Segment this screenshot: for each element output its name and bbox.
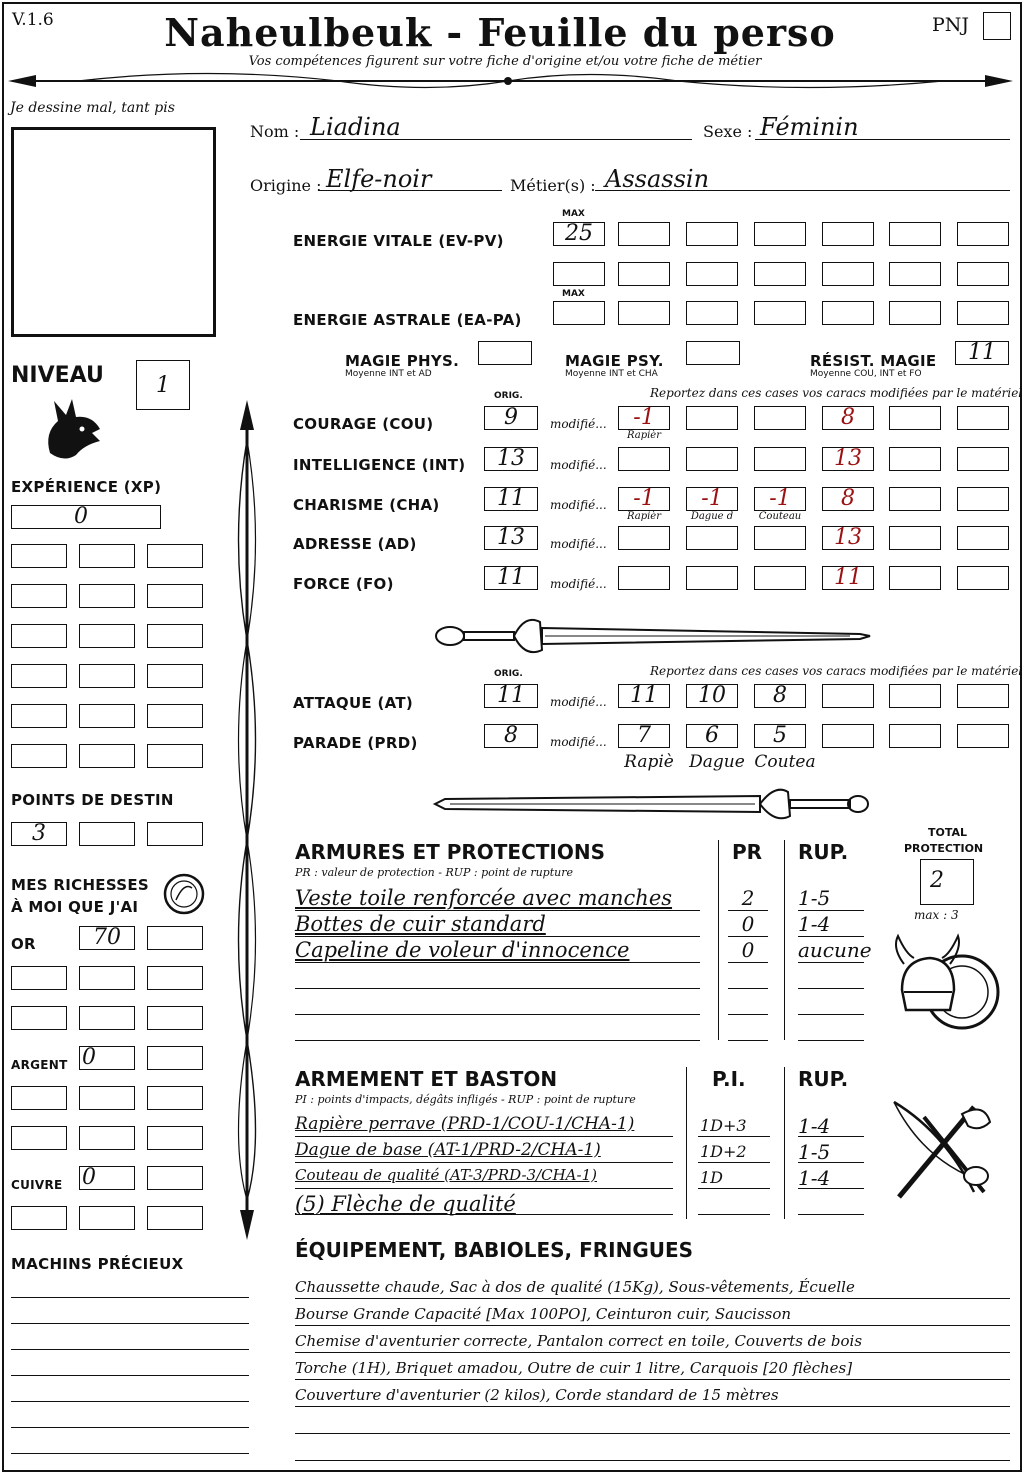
armor-line (728, 936, 768, 937)
destin-value: 3 (32, 821, 46, 846)
magie-phys-note: Moyenne INT et AD (345, 369, 432, 379)
resist-magie-note: Moyenne COU, INT et FO (810, 369, 922, 379)
equipment-item[interactable]: Bourse Grande Capacité [Max 100PO], Ceinturon cuir, Saucisson (295, 1305, 792, 1323)
ea-max-label: MAX (562, 289, 585, 299)
cuivre-label: CUIVRE (11, 1178, 63, 1192)
sword-divider-icon (430, 612, 875, 660)
coin-icon (162, 872, 206, 916)
armor-line (798, 910, 864, 911)
weapon-column-name: Rapiè (624, 752, 674, 772)
combat-label: ATTAQUE (AT) (293, 694, 414, 712)
machins-line (11, 1297, 249, 1298)
ea-box[interactable] (754, 301, 806, 325)
xp-box[interactable] (147, 584, 203, 608)
ev-box[interactable] (618, 262, 670, 286)
weapon-rup[interactable]: 1-4 (798, 1114, 831, 1138)
richesses-label-1: MES RICHESSES (11, 876, 150, 894)
equipment-line (295, 1406, 1010, 1407)
magie-psy-box[interactable] (686, 341, 740, 365)
stat-mod-note: Couteau (758, 511, 802, 522)
or-box[interactable] (147, 966, 203, 990)
stat-orig-value: 11 (497, 565, 525, 590)
stat-mod-value: 8 (841, 486, 855, 511)
armor-line (728, 962, 768, 963)
combat-mod-box[interactable] (889, 724, 941, 748)
total-protection-value: 2 (930, 868, 944, 893)
argent-box[interactable] (147, 1086, 203, 1110)
stat-label: COURAGE (COU) (293, 415, 434, 433)
combat-mod-box[interactable] (822, 684, 874, 708)
weapons-pi-label: P.I. (712, 1067, 746, 1091)
ea-box[interactable] (686, 301, 738, 325)
equipment-line (295, 1352, 1010, 1353)
armor-pr[interactable]: 2 (741, 886, 755, 910)
or-label: OR (11, 935, 36, 953)
weapon-line (698, 1188, 770, 1189)
ev-box[interactable] (686, 222, 738, 246)
weapon-pi[interactable]: 1D (700, 1168, 724, 1187)
weapon-rup[interactable]: 1-5 (798, 1140, 831, 1164)
equipment-title: ÉQUIPEMENT, BABIOLES, FRINGUES (295, 1238, 694, 1262)
argent-value: 0 (82, 1045, 96, 1070)
equipment-line (295, 1433, 1010, 1434)
armor-line (728, 1014, 768, 1015)
armor-line (798, 988, 864, 989)
argent-box[interactable] (79, 1086, 135, 1110)
stat-mod-box[interactable] (686, 447, 738, 471)
xp-box[interactable] (147, 744, 203, 768)
weapon-column-name: Dague (689, 752, 745, 772)
richesses-label-2: À MOI QUE J'AI (11, 898, 139, 916)
nom-value[interactable]: Liadina (310, 113, 401, 141)
total-protection-label-1: TOTAL (928, 826, 968, 839)
ea-box[interactable] (618, 301, 670, 325)
stat-mod-note: Dague d (690, 511, 734, 522)
machins-line (11, 1453, 249, 1454)
stat-mod-box[interactable] (754, 566, 806, 590)
pnj-checkbox[interactable] (983, 12, 1011, 40)
weapon-name[interactable]: Dague de base (AT-1/PRD-2/CHA-1) (295, 1140, 601, 1160)
armor-name[interactable]: Veste toile renforcée avec manches (295, 886, 673, 910)
weapons-divider (686, 1067, 687, 1219)
dragon-icon (40, 393, 106, 463)
equipment-line (295, 1325, 1010, 1326)
or-box[interactable] (147, 1006, 203, 1030)
ev-box[interactable] (618, 222, 670, 246)
machins-line (11, 1323, 249, 1324)
ev-box[interactable] (553, 262, 605, 286)
stat-mod-box[interactable] (957, 447, 1009, 471)
stat-mod-box[interactable] (618, 526, 670, 550)
combat-mod-box[interactable] (957, 724, 1009, 748)
stat-orig-value: 13 (497, 525, 525, 550)
armor-line (295, 1040, 700, 1041)
combat-mod-value: 8 (773, 683, 787, 708)
helmet-shield-icon (892, 930, 1002, 1045)
weapon-line (798, 1214, 864, 1215)
armor-pr[interactable]: 0 (741, 912, 755, 936)
metier-label: Métier(s) : (510, 176, 596, 195)
portrait-box[interactable] (11, 127, 216, 337)
weapon-column-name: Coutea (754, 752, 816, 772)
machins-label: MACHINS PRÉCIEUX (11, 1255, 184, 1273)
armor-line (295, 962, 700, 963)
armor-line (798, 962, 864, 963)
magie-phys-label: MAGIE PHYS. (345, 352, 460, 370)
armor-rup-label: RUP. (798, 840, 849, 864)
equipment-line (295, 1298, 1010, 1299)
origine-label: Origine : (250, 176, 322, 195)
stat-mod-box[interactable] (957, 406, 1009, 430)
portrait-caption: Je dessine mal, tant pis (10, 100, 175, 116)
or-box[interactable] (79, 1006, 135, 1030)
combat-mod-box[interactable] (822, 724, 874, 748)
xp-box[interactable] (147, 544, 203, 568)
ea-label: ENERGIE ASTRALE (EA-PA) (293, 311, 522, 329)
combat-modified-label: modifié... (550, 735, 607, 749)
equipment-item[interactable]: Chaussette chaude, Sac à dos de qualité (15Kg), Sous-vêtements, Écuelle (295, 1278, 855, 1296)
xp-box[interactable] (147, 624, 203, 648)
xp-box[interactable] (79, 584, 135, 608)
combat-mod-box[interactable] (889, 684, 941, 708)
destin-box[interactable] (79, 822, 135, 846)
stat-mod-note: Rapièr (626, 430, 662, 441)
argent-box[interactable] (147, 1126, 203, 1150)
stats-report-note: Reportez dans ces cases vos caracs modifiées par le matériel (650, 386, 1023, 400)
stat-label: CHARISME (CHA) (293, 496, 440, 514)
metier-value[interactable]: Assassin (605, 165, 710, 193)
machins-line (11, 1401, 249, 1402)
xp-box[interactable] (11, 704, 67, 728)
stat-mod-box[interactable] (889, 406, 941, 430)
magie-psy-label: MAGIE PSY. (565, 352, 664, 370)
ev-box[interactable] (822, 262, 874, 286)
stat-mod-box[interactable] (686, 566, 738, 590)
cuivre-box[interactable] (79, 1206, 135, 1230)
stat-mod-value: -1 (633, 405, 655, 430)
xp-box[interactable] (79, 624, 135, 648)
cuivre-box[interactable] (147, 1166, 203, 1190)
stat-orig-value: 13 (497, 446, 525, 471)
stats-orig-label: ORIG. (494, 391, 523, 401)
page-title: Naheulbeuk - Feuille du perso (164, 10, 836, 55)
stat-modified-label: modifié... (550, 498, 607, 512)
weapon-pi[interactable]: 1D+3 (700, 1116, 747, 1135)
crossed-weapons-icon (884, 1092, 1004, 1207)
armor-note: PR : valeur de protection - RUP : point de rupture (295, 866, 573, 879)
xp-box[interactable] (147, 704, 203, 728)
stat-label: INTELLIGENCE (INT) (293, 456, 466, 474)
weapon-name[interactable]: Couteau de qualité (AT-3/PRD-3/CHA-1) (295, 1166, 597, 1184)
destin-label: POINTS DE DESTIN (11, 791, 174, 809)
total-protection-max: max : 3 (914, 908, 959, 922)
ev-max-label: MAX (562, 209, 585, 219)
weapon-rup[interactable]: 1-4 (798, 1166, 831, 1190)
weapon-line (295, 1188, 673, 1189)
armor-line (798, 936, 864, 937)
magie-phys-box[interactable] (478, 341, 532, 365)
xp-box[interactable] (79, 664, 135, 688)
armor-line (728, 910, 768, 911)
stat-mod-box[interactable] (618, 447, 670, 471)
cuivre-value: 0 (82, 1165, 96, 1190)
xp-box[interactable] (147, 664, 203, 688)
armor-name[interactable]: Bottes de cuir standard (295, 912, 546, 936)
niveau-value: 1 (156, 373, 170, 398)
combat-mod-value: 6 (705, 723, 719, 748)
stat-mod-value: 13 (834, 525, 862, 550)
stat-mod-value: -1 (701, 486, 723, 511)
stat-label: ADRESSE (AD) (293, 535, 417, 553)
resist-magie-value: 11 (968, 340, 996, 365)
stat-mod-box[interactable] (754, 406, 806, 430)
destin-box[interactable] (147, 822, 203, 846)
xp-box[interactable] (79, 704, 135, 728)
stat-modified-label: modifié... (550, 537, 607, 551)
xp-box[interactable] (79, 544, 135, 568)
equipment-item[interactable]: Torche (1H), Briquet amadou, Outre de cuir 1 litre, Carquois [20 flèches] (295, 1359, 853, 1377)
version-label: V.1.6 (12, 10, 54, 30)
xp-box[interactable] (11, 664, 67, 688)
weapons-divider (784, 1067, 785, 1219)
spear-vertical-icon (222, 400, 272, 1240)
armor-line (295, 988, 700, 989)
ea-box[interactable] (822, 301, 874, 325)
pnj-label: PNJ (932, 14, 970, 36)
equipment-item[interactable]: Chemise d'aventurier correcte, Pantalon correct en toile, Couverts de bois (295, 1332, 863, 1350)
argent-box[interactable] (79, 1126, 135, 1150)
armor-line (798, 1014, 864, 1015)
combat-mod-value: 11 (630, 683, 658, 708)
argent-box[interactable] (11, 1126, 67, 1150)
sexe-label: Sexe : (703, 122, 753, 141)
stat-mod-box[interactable] (957, 526, 1009, 550)
armor-rup[interactable]: 1-4 (798, 912, 831, 936)
argent-label: ARGENT (11, 1058, 68, 1072)
ev-box[interactable] (889, 262, 941, 286)
armor-title: ARMURES ET PROTECTIONS (295, 840, 605, 864)
combat-mod-value: 5 (773, 723, 787, 748)
machins-line (11, 1427, 249, 1428)
nom-label: Nom : (250, 122, 300, 141)
stat-orig-value: 9 (504, 405, 518, 430)
armor-divider (784, 840, 785, 1040)
stat-mod-box[interactable] (754, 447, 806, 471)
armor-name[interactable]: Capeline de voleur d'innocence (295, 938, 630, 962)
xp-box[interactable] (11, 584, 67, 608)
stat-mod-value: 13 (834, 446, 862, 471)
sexe-value[interactable]: Féminin (760, 113, 859, 141)
stat-mod-box[interactable] (618, 566, 670, 590)
armor-pr[interactable]: 0 (741, 938, 755, 962)
niveau-label: NIVEAU (11, 363, 104, 388)
stat-mod-box[interactable] (686, 526, 738, 550)
origine-value[interactable]: Elfe-noir (326, 165, 432, 193)
xp-box[interactable] (11, 624, 67, 648)
stat-modified-label: modifié... (550, 577, 607, 591)
or-box[interactable] (147, 926, 203, 950)
xp-box[interactable] (79, 744, 135, 768)
weapon-line (295, 1136, 673, 1137)
or-value: 70 (93, 925, 121, 950)
sword-divider-icon (430, 780, 875, 828)
stat-label: FORCE (FO) (293, 575, 394, 593)
combat-mod-value: 10 (698, 683, 726, 708)
xp-box[interactable] (11, 544, 67, 568)
stat-mod-value: -1 (633, 486, 655, 511)
cuivre-box[interactable] (147, 1206, 203, 1230)
cuivre-box[interactable] (11, 1206, 67, 1230)
argent-box[interactable] (11, 1086, 67, 1110)
xp-box[interactable] (11, 744, 67, 768)
armor-rup[interactable]: 1-5 (798, 886, 831, 910)
weapon-line (698, 1162, 770, 1163)
stat-mod-box[interactable] (889, 566, 941, 590)
xp-label: EXPÉRIENCE (XP) (11, 478, 162, 496)
weapon-name[interactable]: (5) Flèche de qualité (295, 1192, 516, 1216)
machins-line (11, 1375, 249, 1376)
combat-mod-box[interactable] (957, 684, 1009, 708)
armor-divider (718, 840, 719, 1040)
or-box[interactable] (79, 966, 135, 990)
ea-box[interactable] (957, 301, 1009, 325)
ev-label: ENERGIE VITALE (EV-PV) (293, 232, 504, 250)
combat-orig-value: 8 (504, 723, 518, 748)
resist-magie-label: RÉSIST. MAGIE (810, 352, 937, 370)
weapon-line (295, 1162, 673, 1163)
stat-mod-value: 11 (834, 565, 862, 590)
stat-mod-box[interactable] (957, 566, 1009, 590)
ev-box[interactable] (957, 222, 1009, 246)
armor-line (728, 988, 768, 989)
armor-line (295, 910, 700, 911)
combat-mod-value: 7 (637, 723, 651, 748)
ev-box[interactable] (686, 262, 738, 286)
ea-box[interactable] (553, 301, 605, 325)
armor-rup[interactable]: aucune (798, 938, 872, 962)
combat-orig-value: 11 (497, 683, 525, 708)
weapon-line (698, 1214, 770, 1215)
ev-box[interactable] (889, 222, 941, 246)
armor-line (295, 936, 700, 937)
stat-mod-box[interactable] (889, 447, 941, 471)
combat-label: PARADE (PRD) (293, 734, 418, 752)
page-subtitle: Vos compétences figurent sur votre fiche d'origine et/ou votre fiche de métier (248, 54, 762, 69)
or-box[interactable] (11, 1006, 67, 1030)
armor-pr-label: PR (732, 840, 763, 864)
spear-divider-icon (8, 66, 1013, 96)
weapons-rup-label: RUP. (798, 1067, 849, 1091)
stat-orig-value: 11 (497, 486, 525, 511)
total-protection-label-2: PROTECTION (904, 842, 984, 855)
combat-modified-label: modifié... (550, 695, 607, 709)
stat-mod-note: Rapièr (626, 511, 662, 522)
weapon-line (698, 1136, 770, 1137)
equipment-line (295, 1460, 1010, 1461)
ev-box[interactable] (754, 222, 806, 246)
stat-mod-value: -1 (769, 486, 791, 511)
ev-box[interactable] (957, 262, 1009, 286)
weapon-pi[interactable]: 1D+2 (700, 1142, 747, 1161)
armor-line (295, 1014, 700, 1015)
stat-mod-box[interactable] (754, 526, 806, 550)
or-box[interactable] (11, 966, 67, 990)
machins-line (11, 1349, 249, 1350)
equipment-item[interactable]: Couverture d'aventurier (2 kilos), Corde standard de 15 mètres (295, 1386, 779, 1404)
magie-psy-note: Moyenne INT et CHA (565, 369, 658, 379)
ev-box[interactable] (754, 262, 806, 286)
weapons-title: ARMEMENT ET BASTON (295, 1067, 558, 1091)
combat-orig-label: ORIG. (494, 669, 523, 679)
weapons-note: PI : points d'impacts, dégâts infligés - RUP : point de rupture (295, 1093, 636, 1106)
ev-max-value: 25 (565, 221, 593, 246)
stat-mod-box[interactable] (889, 526, 941, 550)
stat-mod-box[interactable] (686, 406, 738, 430)
stat-mod-value: 8 (841, 405, 855, 430)
armor-line (798, 1040, 864, 1041)
stat-mod-box[interactable] (957, 487, 1009, 511)
equipment-line (295, 1379, 1010, 1380)
stat-mod-box[interactable] (889, 487, 941, 511)
combat-report-note: Reportez dans ces cases vos caracs modifiées par le matériel (650, 664, 1023, 678)
xp-value: 0 (74, 504, 88, 529)
ev-box[interactable] (822, 222, 874, 246)
argent-box[interactable] (147, 1046, 203, 1070)
weapon-name[interactable]: Rapière perrave (PRD-1/COU-1/CHA-1) (295, 1114, 635, 1134)
armor-line (728, 1040, 768, 1041)
stat-modified-label: modifié... (550, 458, 607, 472)
ea-box[interactable] (889, 301, 941, 325)
stat-modified-label: modifié... (550, 417, 607, 431)
